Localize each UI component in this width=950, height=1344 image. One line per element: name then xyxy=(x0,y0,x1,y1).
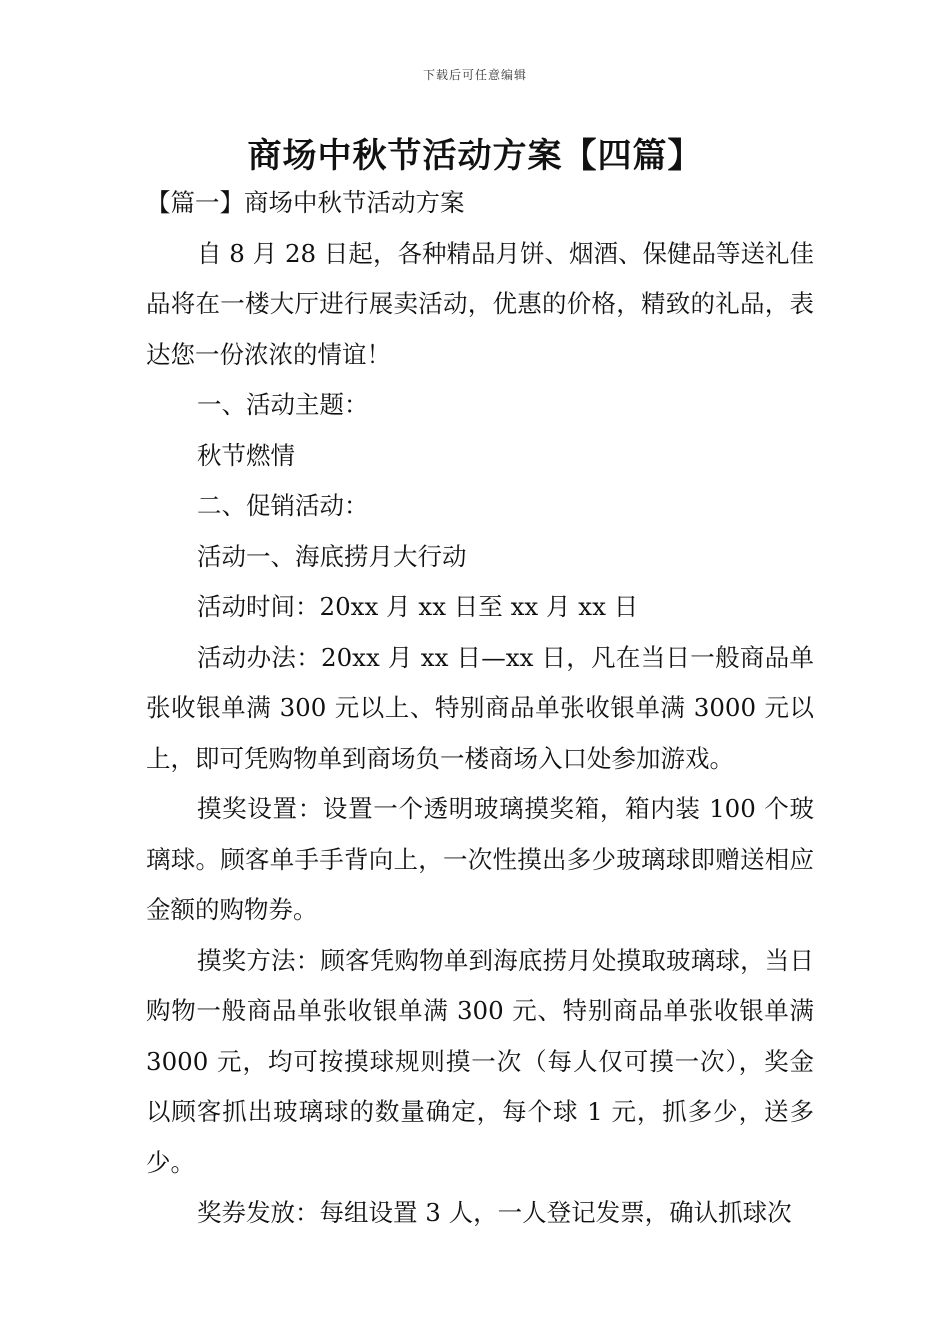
paragraph: 活动一、海底捞月大行动 xyxy=(197,541,467,571)
document-body xyxy=(146,178,814,1239)
document-title: 商场中秋节活动方案【四篇】 xyxy=(247,136,703,176)
header-note: 下载后可任意编辑 xyxy=(422,68,527,82)
paragraph: 活动时间：20xx 月 xx 日至 xx 月 xx 日 xyxy=(197,592,639,621)
paragraph: 二、促销活动： xyxy=(197,491,369,520)
paragraph: 奖券发放：每组设置 3 人，一人登记发票，确认抓球次 xyxy=(197,1198,792,1227)
section-heading: 【篇一】商场中秋节活动方案 xyxy=(146,188,465,217)
paragraph: 摸奖方法：顾客凭购物单到海底捞月处摸取玻璃球，当日购物一般商品单张收银单满 300 元、特别商品单张收银单满 3000 元，均可按摸球规则摸一次（每人仅可摸一次），奖金以顾客抓出玻璃球的数量确定，每个球 1 元，抓多少，送多少。 xyxy=(146,945,814,1177)
paragraph: 一、活动主题： xyxy=(197,390,369,419)
paragraph: 活动办法：20xx 月 xx 日—xx 日，凡在当日一般商品单张收银单满 300 元以上、特别商品单张收银单满 3000 元以上，即可凭购物单到商场负一楼商场入口处参加游戏。 xyxy=(146,642,814,773)
paragraph: 自 8 月 28 日起，各种精品月饼、烟酒、保健品等送礼佳品将在一楼大厅进行展卖活动，优惠的价格，精致的礼品，表达您一份浓浓的情谊！ xyxy=(146,238,814,369)
paragraph: 摸奖设置：设置一个透明玻璃摸奖箱，箱内装 100 个玻璃球。顾客单手手背向上，一次性摸出多少玻璃球即赠送相应金额的购物券。 xyxy=(146,794,814,924)
paragraph: 秋节燃情 xyxy=(197,440,295,470)
